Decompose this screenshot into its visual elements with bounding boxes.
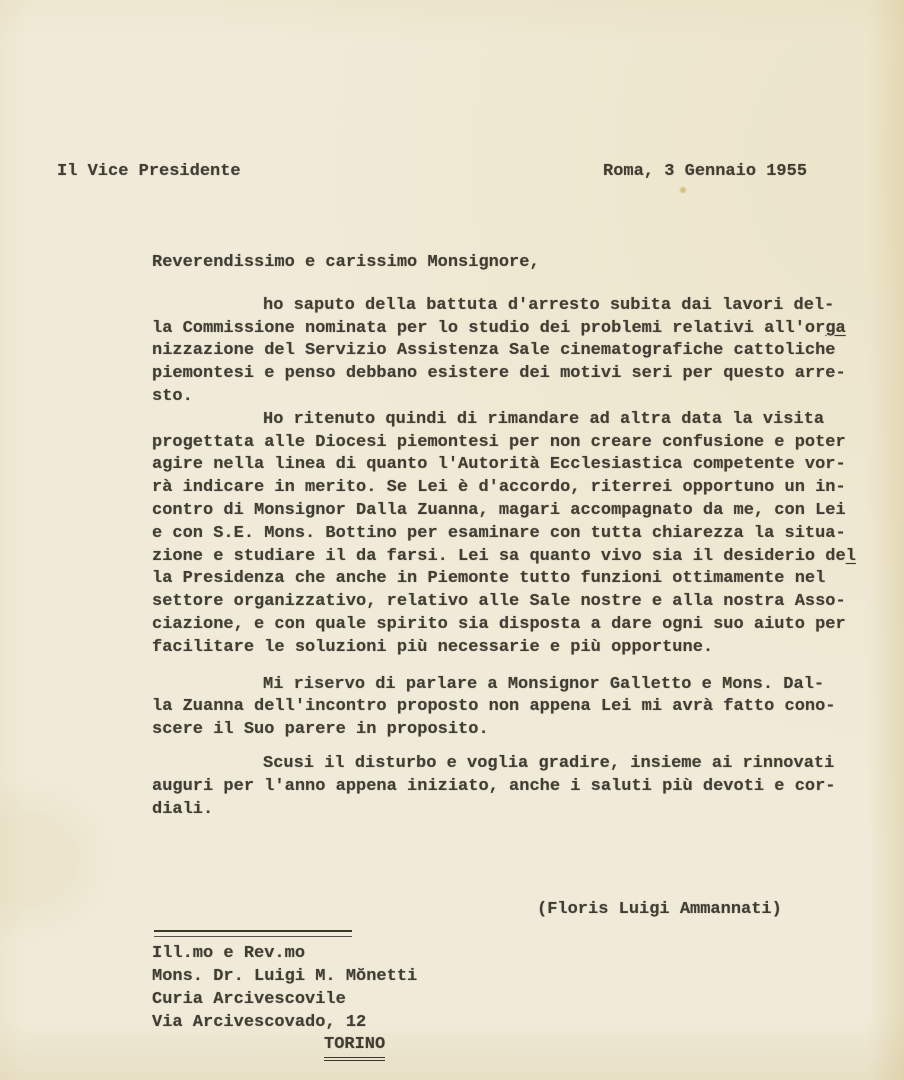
text-segment: settore organizzativo, relativo alle Sale nostre e alla nostra Asso- [152, 592, 846, 612]
letter-paragraph [152, 295, 888, 409]
letter-line [152, 386, 888, 409]
text-segment: diali. [152, 799, 214, 819]
text-segment: piemontesi e penso debbano esistere dei motivi seri per questo arre- [152, 364, 846, 384]
letter-paragraph [152, 409, 888, 660]
text-segment: rà indicare in merito. Se Lei è d'accordo, riterrei opportuno un in- [152, 478, 846, 498]
letter-line [152, 719, 888, 742]
letter-content [152, 252, 888, 1061]
text-segment: auguri per l'anno appena iniziato, anche i saluti più devoti e cor- [152, 776, 836, 796]
dateline: Roma, 3 Gennaio 1955 [603, 162, 808, 181]
letter-body [152, 295, 888, 822]
letter-line [152, 454, 888, 477]
letter-line [152, 637, 888, 660]
underlined-text: l [845, 546, 856, 566]
recipient-rule [154, 930, 352, 937]
letter-line [152, 546, 888, 569]
letter-line [152, 591, 888, 614]
recipient-lines [152, 943, 888, 1034]
text-segment: la Zuanna dell'incontro proposto non appena Lei mi avrà fatto cono- [152, 697, 836, 717]
letter-paragraph [152, 753, 888, 821]
text-segment: sto. [152, 386, 193, 406]
text-segment: scere il Suo parere in proposito. [152, 720, 489, 740]
letter-line [152, 500, 888, 523]
text-segment: zione e studiare il da farsi. Lei sa quanto vivo sia il desiderio de [152, 546, 846, 566]
salutation: Reverendissimo e carissimo Monsignore, [152, 253, 540, 272]
text-segment: Scusi il disturbo e voglia gradire, insieme ai rinnovati [263, 753, 835, 773]
letter-line [152, 477, 888, 500]
letter-line [152, 696, 888, 719]
letter-line [152, 523, 888, 546]
text-segment: la Commissione nominata per lo studio dei problemi relativi all'or [152, 318, 826, 338]
letter-line [152, 799, 888, 822]
letter-line [152, 432, 888, 455]
text-segment: ciazione, e con quale spirito sia disposta a dare ogni suo aiuto per [152, 614, 846, 634]
underlined-text: ga [825, 318, 846, 338]
letter-line [152, 776, 888, 799]
letter-line [152, 614, 888, 637]
text-segment: progettata alle Diocesi piemontesi per non creare confusione e poter [152, 432, 846, 452]
sender-title: Il Vice Presidente [57, 162, 241, 181]
recipient-block [152, 930, 888, 1061]
text-segment: nizzazione del Servizio Assistenza Sale cinematografiche cattoliche [152, 341, 836, 361]
recipient-line: Via Arcivescovado, 12 [152, 1012, 367, 1032]
text-segment: agire nella linea di quanto l'Autorità Ecclesiastica competente vor- [152, 455, 846, 475]
letter-line [152, 753, 888, 776]
recipient-line: Ill.mo e Rev.mo [152, 944, 306, 964]
text-segment: facilitare le soluzioni più necessarie e più opportune. [152, 637, 714, 657]
text-segment: ho saputo della battuta d'arresto subita dai lavori del- [263, 295, 835, 315]
letter-line [152, 295, 888, 318]
letter-paragraph [152, 674, 888, 742]
letter-line [152, 363, 888, 386]
text-segment: la Presidenza che anche in Piemonte tutto funzioni ottimamente nel [152, 569, 826, 589]
letter-line [152, 409, 888, 432]
recipient-city: TORINO [324, 1034, 385, 1061]
recipient-line: Curia Arcivescovile [152, 989, 346, 1009]
recipient-line: Mons. Dr. Luigi M. Mŏnetti [152, 966, 418, 986]
letter-line [152, 318, 888, 341]
letter-line [152, 340, 888, 363]
letter-line [152, 674, 888, 697]
text-segment: e con S.E. Mons. Bottino per esaminare con tutta chiarezza la situa- [152, 523, 846, 543]
text-segment: contro di Monsignor Dalla Zuanna, magari accompagnato da me, con Lei [152, 500, 846, 520]
text-segment: Mi riservo di parlare a Monsignor Galletto e Mons. Dal- [263, 674, 825, 694]
text-segment: Ho ritenuto quindi di rimandare ad altra data la visita [263, 409, 825, 429]
signature: (Floris Luigi Ammannati) [537, 900, 782, 920]
letter-line [152, 568, 888, 591]
